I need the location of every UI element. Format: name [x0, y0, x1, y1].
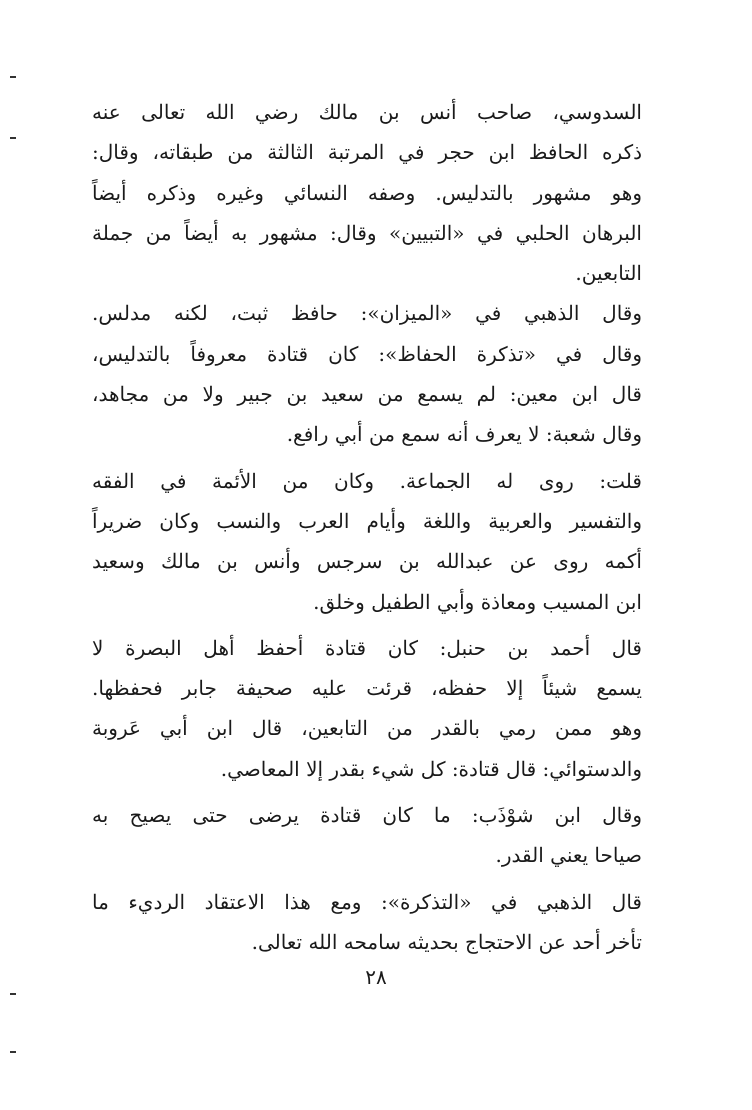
text-line: والدستوائي: قال قتادة: كل شيء بقدر إلا المعاصي.: [220, 756, 642, 781]
text-line: قال ابن معين: لم يسمع من سعيد بن جبير ولا من مجاهد،: [92, 382, 642, 407]
text-line: تأخر أحد عن الاحتجاج بحديثه سامحه الله تعالى.: [251, 929, 642, 954]
paragraph: [92, 461, 642, 622]
text-line: وقال شعبة: لا يعرف أنه سمع من أبي رافع.: [286, 422, 642, 447]
paragraph: [92, 882, 642, 963]
text-line: وقال ابن شوْذَب: ما كان قتادة يرضى حتى يصيح به: [92, 803, 642, 828]
page-number: ٢٨: [365, 965, 387, 989]
text-line: قال أحمد بن حنبل: كان قتادة أحفظ أهل البصرة لا: [92, 635, 642, 660]
scan-mark: [10, 993, 16, 995]
text-line: السدوسي، صاحب أنس بن مالك رضي الله تعالى عنه: [92, 100, 642, 124]
paragraph: [92, 628, 642, 789]
paragraph: [92, 293, 642, 454]
text-line: صياحا يعني القدر.: [495, 843, 642, 868]
scan-mark: [10, 1051, 16, 1053]
text-line: والتفسير والعربية واللغة وأيام العرب والنسب وكان ضريراً: [92, 508, 642, 533]
text-line: البرهان الحلبي في «التبيين» وقال: مشهور به أيضاً من جملة: [92, 220, 642, 245]
paragraph: [92, 795, 642, 876]
paragraph: [92, 92, 642, 293]
text-line: ذكره الحافظ ابن حجر في المرتبة الثالثة من طبقاته، وقال:: [92, 140, 643, 165]
text-line: وهو ممن رمي بالقدر من التابعين، قال ابن أبي عَروبة: [92, 716, 642, 741]
body-text: [92, 92, 642, 962]
scan-mark: [10, 76, 16, 78]
text-line: التابعين.: [575, 261, 642, 286]
scan-mark: [10, 137, 16, 139]
text-line: قال الذهبي في «التذكرة»: ومع هذا الاعتقاد الرديء ما: [92, 889, 642, 914]
text-line: يسمع شيئاً إلا حفظه، قرئت عليه صحيفة جابر فحفظها.: [92, 676, 642, 701]
text-line: أكمه روى عن عبدالله بن سرجس وأنس بن مالك وسعيد: [92, 549, 642, 574]
text-line: ابن المسيب ومعاذة وأبي الطفيل وخلق.: [313, 589, 642, 614]
text-line: وهو مشهور بالتدليس. وصفه النسائي وغيره وذكره أيضاً: [92, 180, 642, 205]
text-line: وقال في «تذكرة الحفاظ»: كان قتادة معروفاً بالتدليس،: [92, 341, 642, 366]
text-line: وقال الذهبي في «الميزان»: حافظ ثبت، لكنه مدلس.: [92, 301, 642, 326]
text-line: قلت: روى له الجماعة. وكان من الأئمة في الفقه: [92, 468, 642, 493]
